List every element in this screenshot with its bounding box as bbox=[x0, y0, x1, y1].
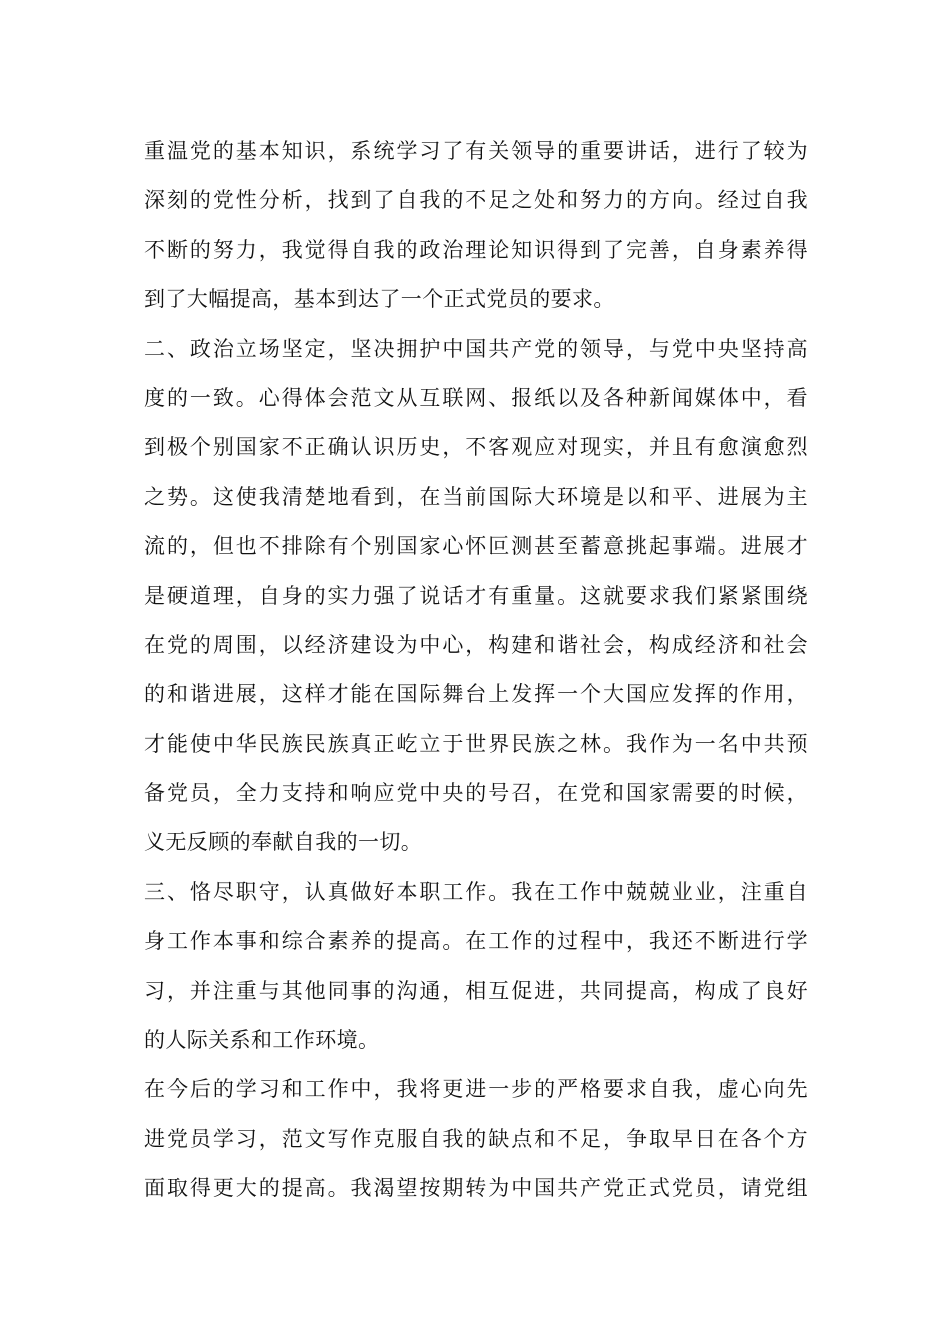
text-line: 习，并注重与其他同事的沟通，相互促进，共同提高，构成了良好 bbox=[144, 978, 808, 1003]
paragraph-study bbox=[144, 127, 808, 325]
text-line: 之势。这使我清楚地看到，在当前国际大环境是以和平、进展为主 bbox=[144, 484, 808, 509]
text-line: 到了大幅提高，基本到达了一个正式党员的要求。 bbox=[144, 287, 615, 312]
document-page bbox=[144, 127, 808, 1214]
text-line: 进党员学习，范文写作克服自我的缺点和不足，争取早日在各个方 bbox=[144, 1126, 808, 1151]
text-line: 二、政治立场坚定，坚决拥护中国共产党的领导，与党中央坚持高 bbox=[144, 336, 808, 361]
text-line: 才能使中华民族民族真正屹立于世界民族之林。我作为一名中共预 bbox=[144, 731, 808, 756]
text-line: 在今后的学习和工作中，我将更进一步的严格要求自我，虚心向先 bbox=[144, 1077, 808, 1102]
text-line: 流的，但也不排除有个别国家心怀叵测甚至蓄意挑起事端。进展才 bbox=[144, 534, 808, 559]
text-line: 义无反顾的奉献自我的一切。 bbox=[144, 830, 423, 855]
paragraph-duties bbox=[144, 868, 808, 1066]
text-line: 度的一致。心得体会范文从互联网、报纸以及各种新闻媒体中，看 bbox=[144, 385, 808, 410]
paragraph-future bbox=[144, 1065, 808, 1213]
text-line: 三、恪尽职守，认真做好本职工作。我在工作中兢兢业业，注重自 bbox=[144, 879, 808, 904]
text-line: 深刻的党性分析，找到了自我的不足之处和努力的方向。经过自我 bbox=[144, 188, 808, 213]
text-line: 在党的周围，以经济建设为中心，构建和谐社会，构成经济和社会 bbox=[144, 632, 808, 657]
text-line: 的人际关系和工作环境。 bbox=[144, 1028, 380, 1053]
text-line: 备党员，全力支持和响应党中央的号召，在党和国家需要的时候， bbox=[144, 781, 808, 806]
text-line: 重温党的基本知识，系统学习了有关领导的重要讲话，进行了较为 bbox=[144, 139, 808, 163]
text-line: 到极个别国家不正确认识历史，不客观应对现实，并且有愈演愈烈 bbox=[144, 435, 808, 460]
text-line: 是硬道理，自身的实力强了说话才有重量。这就要求我们紧紧围绕 bbox=[144, 583, 808, 608]
paragraph-political-stance bbox=[144, 325, 808, 868]
text-line: 的和谐进展，这样才能在国际舞台上发挥一个大国应发挥的作用， bbox=[144, 682, 808, 707]
text-line: 不断的努力，我觉得自我的政治理论知识得到了完善，自身素养得 bbox=[144, 237, 808, 262]
text-line: 身工作本事和综合素养的提高。在工作的过程中，我还不断进行学 bbox=[144, 929, 808, 954]
text-line: 面取得更大的提高。我渴望按期转为中国共产党正式党员，请党组 bbox=[144, 1176, 808, 1201]
